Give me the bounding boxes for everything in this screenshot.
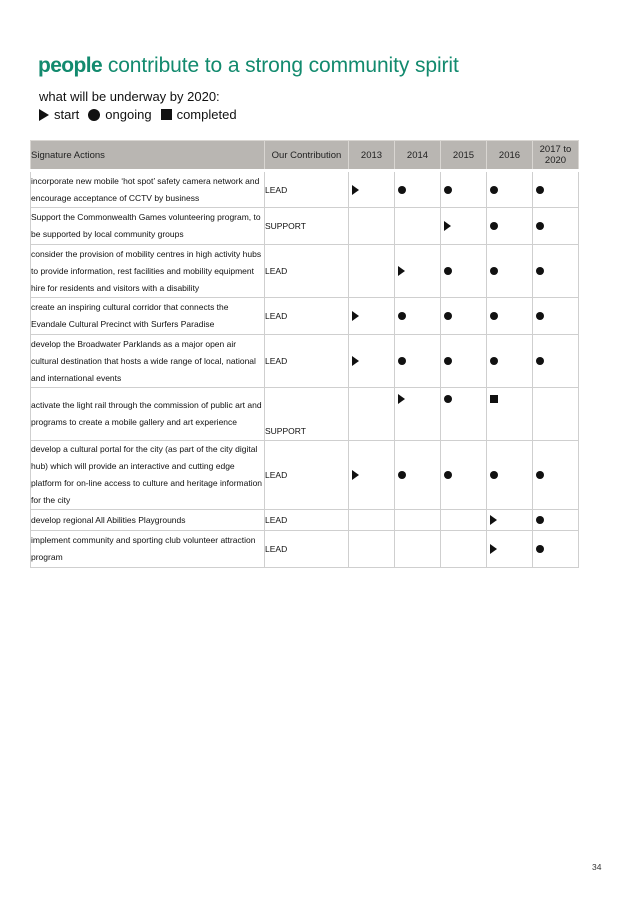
column-header: 2013 <box>349 141 395 171</box>
year-cell <box>395 245 441 298</box>
column-header: 2014 <box>395 141 441 171</box>
ongoing-circle-icon <box>536 471 544 479</box>
contribution-cell: SUPPORT <box>265 208 349 245</box>
completed-square-icon <box>490 395 498 403</box>
year-cell <box>487 388 533 441</box>
start-triangle-icon <box>352 470 359 480</box>
column-header: 2017 to 2020 <box>533 141 579 171</box>
ongoing-circle-icon <box>490 267 498 275</box>
year-cell <box>395 208 441 245</box>
start-triangle-icon <box>398 266 405 276</box>
legend-item-ongoing <box>88 107 151 122</box>
start-triangle-icon <box>352 185 359 195</box>
year-cell <box>395 510 441 531</box>
legend <box>39 107 246 122</box>
year-cell <box>395 441 441 510</box>
year-cell <box>349 298 395 335</box>
ongoing-circle-icon <box>536 222 544 230</box>
year-cell <box>349 245 395 298</box>
legend-label: completed <box>176 107 237 122</box>
ongoing-circle-icon <box>490 471 498 479</box>
signature-actions-table <box>30 140 579 568</box>
start-triangle-icon <box>444 221 451 231</box>
table-row <box>31 510 579 531</box>
action-cell: implement community and sporting club volunteer attraction program <box>31 531 265 568</box>
legend-item-completed <box>161 107 237 122</box>
year-cell <box>441 510 487 531</box>
table-header-row <box>31 141 579 171</box>
column-header: 2015 <box>441 141 487 171</box>
table-row <box>31 298 579 335</box>
year-cell <box>441 388 487 441</box>
year-cell <box>349 531 395 568</box>
ongoing-circle-icon <box>536 357 544 365</box>
year-cell <box>533 531 579 568</box>
action-cell: develop regional All Abilities Playgrounds <box>31 510 265 531</box>
action-cell: Support the Commonwealth Games volunteering program, to be supported by local community groups <box>31 208 265 245</box>
contribution-cell: LEAD <box>265 245 349 298</box>
start-triangle-icon <box>352 311 359 321</box>
year-cell <box>533 245 579 298</box>
column-header: 2016 <box>487 141 533 171</box>
legend-label: start <box>54 107 80 122</box>
year-cell <box>533 298 579 335</box>
title-accent: people <box>38 54 103 77</box>
year-cell <box>533 171 579 208</box>
year-cell <box>395 335 441 388</box>
year-cell <box>487 441 533 510</box>
start-triangle-icon <box>490 544 497 554</box>
ongoing-circle-icon <box>536 516 544 524</box>
ongoing-circle-icon <box>398 357 406 365</box>
year-cell <box>395 298 441 335</box>
table-row <box>31 245 579 298</box>
ongoing-circle-icon <box>536 186 544 194</box>
year-cell <box>441 335 487 388</box>
legend-label: ongoing <box>105 107 152 122</box>
ongoing-circle-icon <box>490 186 498 194</box>
start-triangle-icon <box>352 356 359 366</box>
contribution-cell: LEAD <box>265 298 349 335</box>
year-cell <box>533 441 579 510</box>
year-cell <box>487 335 533 388</box>
contribution-cell: LEAD <box>265 335 349 388</box>
contribution-cell: LEAD <box>265 171 349 208</box>
year-cell <box>441 441 487 510</box>
action-cell: activate the light rail through the commission of public art and programs to create a mobile gallery and art experience <box>31 388 265 441</box>
contribution-cell: LEAD <box>265 510 349 531</box>
year-cell <box>487 245 533 298</box>
year-cell <box>533 388 579 441</box>
table-row <box>31 335 579 388</box>
column-header: Signature Actions <box>31 141 265 171</box>
year-cell <box>395 388 441 441</box>
action-cell: incorporate new mobile ‘hot spot’ safety camera network and encourage acceptance of CCTV by business <box>31 171 265 208</box>
year-cell <box>349 388 395 441</box>
year-cell <box>487 298 533 335</box>
year-cell <box>349 208 395 245</box>
action-cell: develop a cultural portal for the city (as part of the city digital hub) which will provide an interactive and cutting edge platform for on-line access to culture and heritage information for the city <box>31 441 265 510</box>
year-cell <box>441 208 487 245</box>
start-triangle-icon <box>398 394 405 404</box>
table-row <box>31 171 579 208</box>
year-cell <box>395 531 441 568</box>
start-triangle-icon <box>490 515 497 525</box>
ongoing-circle-icon <box>490 312 498 320</box>
table-row <box>31 208 579 245</box>
page-subtitle: what will be underway by 2020: <box>39 89 220 104</box>
ongoing-circle-icon <box>444 186 452 194</box>
ongoing-circle-icon <box>490 222 498 230</box>
ongoing-circle-icon <box>536 312 544 320</box>
page-number: 34 <box>592 862 602 872</box>
year-cell <box>395 171 441 208</box>
year-cell <box>349 441 395 510</box>
table-row <box>31 441 579 510</box>
ongoing-circle-icon <box>490 357 498 365</box>
table-row <box>31 388 579 441</box>
ongoing-circle-icon <box>444 395 452 403</box>
ongoing-circle-icon <box>444 267 452 275</box>
ongoing-circle-icon <box>88 109 100 121</box>
title-rest: contribute to a strong community spirit <box>102 54 459 77</box>
year-cell <box>533 335 579 388</box>
action-cell: consider the provision of mobility centres in high activity hubs to provide information, rest facilities and mobility equipment hire for residents and visitors with a disability <box>31 245 265 298</box>
contribution-cell: LEAD <box>265 441 349 510</box>
table-row <box>31 531 579 568</box>
contribution-cell: LEAD <box>265 531 349 568</box>
ongoing-circle-icon <box>536 267 544 275</box>
year-cell <box>441 531 487 568</box>
year-cell <box>349 171 395 208</box>
ongoing-circle-icon <box>536 545 544 553</box>
ongoing-circle-icon <box>444 312 452 320</box>
year-cell <box>533 510 579 531</box>
ongoing-circle-icon <box>444 357 452 365</box>
column-header: Our Contribution <box>265 141 349 171</box>
completed-square-icon <box>161 109 172 120</box>
action-cell: create an inspiring cultural corridor that connects the Evandale Cultural Precinct with Surfers Paradise <box>31 298 265 335</box>
legend-item-start <box>39 107 79 122</box>
contribution-cell: SUPPORT <box>265 388 349 441</box>
year-cell <box>487 171 533 208</box>
year-cell <box>487 208 533 245</box>
year-cell <box>349 510 395 531</box>
action-cell: develop the Broadwater Parklands as a major open air cultural destination that hosts a wide range of local, national and international events <box>31 335 265 388</box>
year-cell <box>533 208 579 245</box>
ongoing-circle-icon <box>398 471 406 479</box>
year-cell <box>441 298 487 335</box>
ongoing-circle-icon <box>398 186 406 194</box>
year-cell <box>441 171 487 208</box>
start-triangle-icon <box>39 109 49 121</box>
page-title <box>38 54 459 78</box>
year-cell <box>487 510 533 531</box>
year-cell <box>349 335 395 388</box>
ongoing-circle-icon <box>398 312 406 320</box>
year-cell <box>487 531 533 568</box>
year-cell <box>441 245 487 298</box>
ongoing-circle-icon <box>444 471 452 479</box>
